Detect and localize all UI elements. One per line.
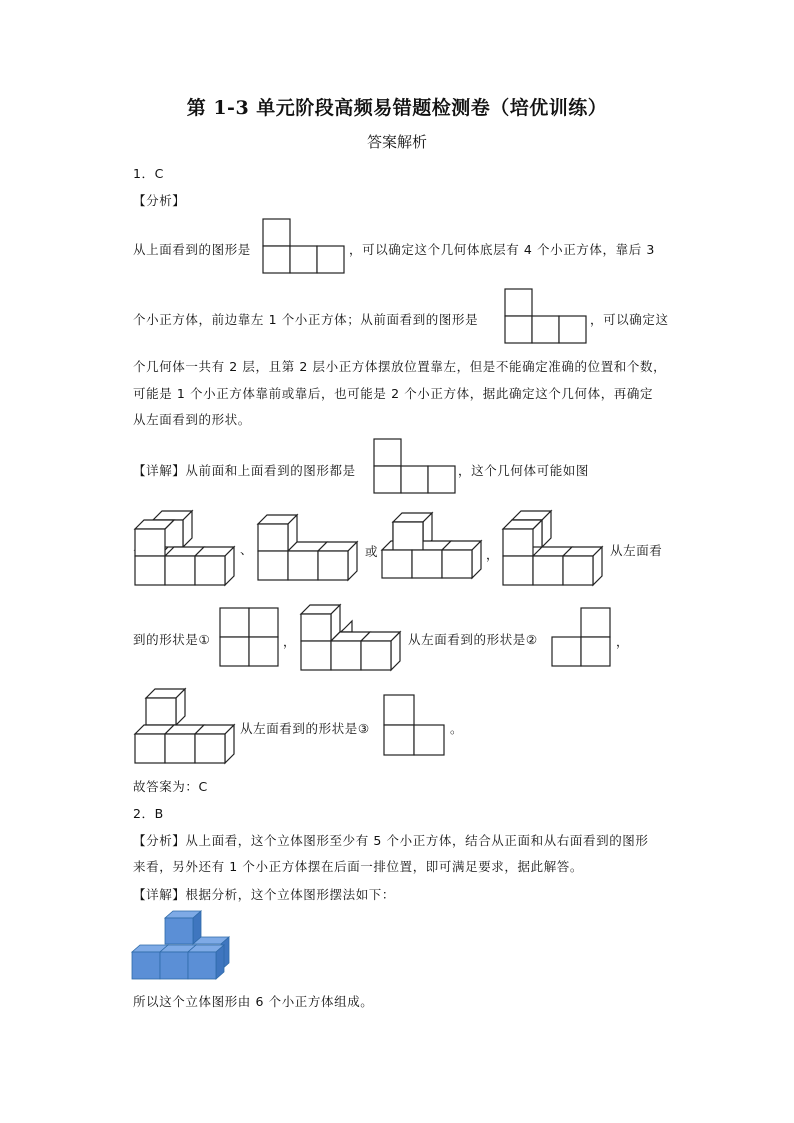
q1-line5: 从左面看到的形状。 <box>133 412 251 427</box>
q1-number: 1．C <box>133 166 164 181</box>
left-view-text-2: 从左面看到的形状是② <box>408 632 538 647</box>
sep-1: 、 <box>240 542 254 557</box>
blue-cube-figure <box>131 910 233 982</box>
solid-figure-f <box>134 686 240 766</box>
front-view-figure <box>504 288 589 344</box>
left-view-1 <box>219 607 281 667</box>
q1-line4: 可能是 1 个小正方体靠前或靠后，也可能是 2 个小正方体，据此确定这个几何体，再确定 <box>133 386 654 401</box>
sep-2: 或 <box>365 544 379 559</box>
q2-analysis-2: 来看，另外还有 1 个小正方体摆在后面一排位置，即可满足要求，据此解答。 <box>133 859 584 874</box>
period: 。 <box>450 721 464 736</box>
solid-figure-a <box>134 508 238 588</box>
comma-2: ， <box>616 634 630 649</box>
q2-analysis-1: 【分析】从上面看，这个立体图形至少有 5 个小正方体，结合从正面和从右面看到的图形 <box>133 833 649 848</box>
q1-line2-a: 个小正方体，前边靠左 1 个小正方体；从前面看到的图形是 <box>133 312 479 327</box>
page-subtitle: 答案解析 <box>366 133 427 151</box>
solid-figure-e <box>300 602 406 672</box>
page-title: 第 1-3 单元阶段高频易错题检测卷（培优训练） <box>186 97 608 119</box>
left-view-3 <box>383 694 447 756</box>
q2-conclusion: 所以这个立体图形由 6 个小正方体组成。 <box>133 994 374 1009</box>
solid-figure-b <box>257 512 361 587</box>
q2-detail: 【详解】根据分析，这个立体图形摆法如下： <box>133 887 396 902</box>
q1-line2-b: ，可以确定这 <box>590 312 669 327</box>
top-view-figure-2 <box>373 438 458 494</box>
q1-detail-b: ，这个几何体可能如图 <box>458 463 590 478</box>
top-view-figure-1 <box>262 218 347 274</box>
q1-analysis-tag: 【分析】 <box>133 193 186 208</box>
q2-number: 2．B <box>133 806 164 821</box>
left-view-text-a: 从左面看 <box>610 543 663 558</box>
left-view-2 <box>551 607 613 667</box>
comma-1: ， <box>283 634 297 649</box>
sep-3: ， <box>486 547 500 562</box>
q1-line1-b: ，可以确定这个几何体底层有 4 个小正方体，靠后 3 <box>349 242 655 257</box>
left-view-text-b: 到的形状是① <box>133 632 211 647</box>
q1-answer: 故答案为：C <box>133 779 208 794</box>
q1-detail-a: 【详解】从前面和上面看到的图形都是 <box>133 463 356 478</box>
solid-figure-d <box>502 508 606 588</box>
solid-figure-c <box>381 510 485 587</box>
q1-line3: 个几何体一共有 2 层，且第 2 层小正方体摆放位置靠左，但是不能确定准确的位置和个数， <box>133 359 667 374</box>
left-view-text-3: 从左面看到的形状是③ <box>240 721 370 736</box>
q1-line1-a: 从上面看到的图形是 <box>133 242 251 257</box>
